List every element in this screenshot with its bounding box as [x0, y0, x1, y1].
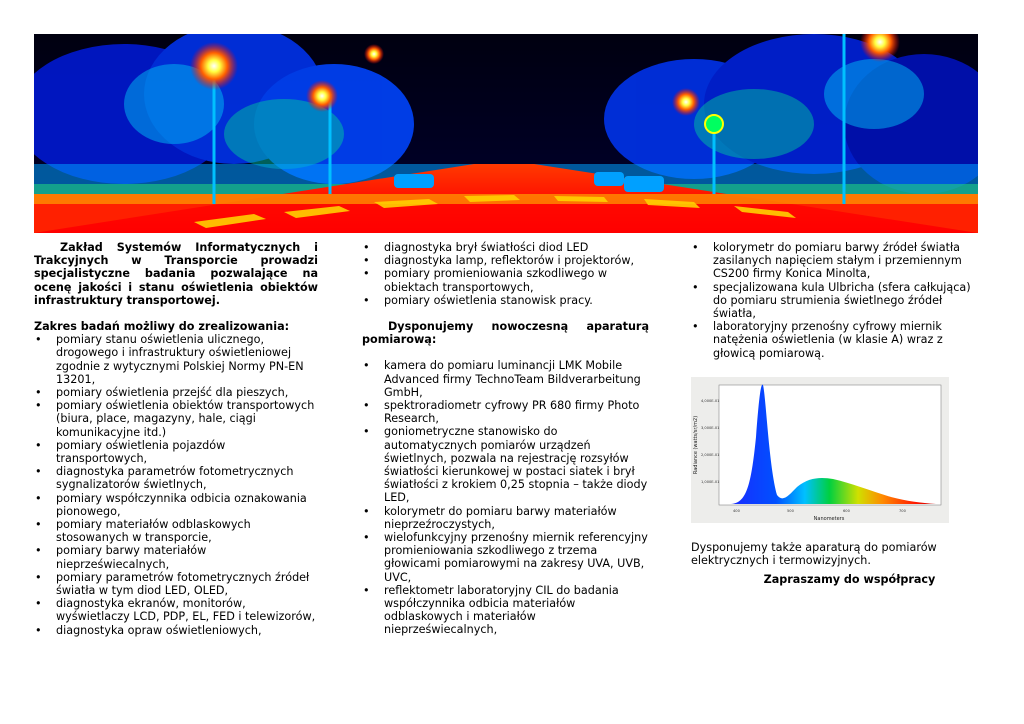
list-item: • diagnostyka parametrów fotometrycznych sygnalizatorów świetlnych, [34, 465, 318, 491]
y-tick-label: 1,000E-01 [701, 479, 720, 484]
list-item: • diagnostyka ekranów, monitorów, wyświetlaczy LCD, PDP, EL, FED i telewizorów, [34, 597, 318, 623]
list-item: • kamera do pomiaru luminancji LMK Mobile Advanced firmy TechnoTeam Bildverarbeitung GmbH, [362, 359, 649, 399]
research-scope-heading: Zakres badań możliwy do zrealizowania: [34, 320, 290, 334]
x-tick-label: 500 [787, 508, 794, 513]
list-item: • spektroradiometr cyfrowy PR 680 firmy Photo Research, [362, 399, 649, 425]
equipment-list-continued [691, 241, 978, 360]
list-item: • diagnostyka brył światłości diod LED [362, 241, 649, 254]
list-item: • wielofunkcyjny przenośny miernik referencyjny promieniowania szkodliwego z trzema głowicami pomiarowymi na zakresy UVA, UVB, UVC, [362, 531, 649, 584]
list-item: • specjalizowana kula Ulbricha (sfera całkująca) do pomiaru strumienia świetlnego źródeł światła, [691, 281, 978, 321]
invitation-text: Zapraszamy do współpracy [763, 573, 936, 587]
list-item: • pomiary promieniowania szkodliwego w obiektach transportowych, [362, 267, 649, 293]
y-tick-label: 2,000E-01 [701, 452, 720, 457]
column-1 [34, 241, 318, 637]
list-item: • pomiary oświetlenia pojazdów transportowych, [34, 439, 318, 465]
spectrum-chart-svg [691, 377, 949, 523]
equipment-heading: Dysponujemy nowoczesną aparaturą pomiarową: [362, 320, 649, 347]
list-item: • pomiary współczynnika odbicia oznakowania pionowego, [34, 492, 318, 518]
intro-paragraph: Zakład Systemów Informatycznych i Trakcyjnych w Transporcie prowadzi specjalistyczne badania pozwalające na ocenę jakości i stanu oświetlenia obiektów infrastruktury transportowej. [34, 241, 318, 307]
research-scope-list-continued [362, 241, 649, 307]
y-axis-label: Radiance (watts/sr/m2) [693, 415, 699, 474]
thermal-street-photo-icon [34, 34, 978, 233]
list-item: • pomiary stanu oświetlenia ulicznego, drogowego i infrastruktury oświetleniowej zgodnie z wytycznymi Polskiej Normy PN-EN 13201, [34, 333, 318, 386]
y-tick-label: 4,000E-01 [701, 398, 720, 403]
x-tick-label: 400 [733, 508, 740, 513]
list-item: • pomiary oświetlenia obiektów transportowych (biura, place, magazyny, hale, ciągi komunikacyjne itd.) [34, 399, 318, 439]
list-item: • pomiary oświetlenia stanowisk pracy. [362, 294, 649, 307]
x-axis-label: Nanometers [813, 515, 845, 522]
list-item: • pomiary materiałów odblaskowych stosowanych w transporcie, [34, 518, 318, 544]
research-scope-list [34, 333, 318, 637]
list-item: • diagnostyka opraw oświetleniowych, [34, 624, 318, 637]
column-2 [362, 241, 649, 637]
thermal-street-photo [34, 34, 978, 233]
column-3 [691, 241, 978, 586]
y-tick-label: 3,000E-01 [701, 425, 720, 430]
closing-paragraph: Dysponujemy także aparaturą do pomiarów elektrycznych i termowizyjnych. [691, 540, 937, 568]
list-item: • pomiary barwy materiałów nieprzeświecalnych, [34, 544, 318, 570]
list-item: • pomiary parametrów fotometrycznych źródeł światła w tym diod LED, OLED, [34, 571, 318, 597]
x-tick-label: 700 [899, 508, 906, 513]
equipment-list [362, 359, 649, 636]
list-item: • goniometryczne stanowisko do automatycznych pomiarów urządzeń świetlnych, pozwala na rejestrację rozsyłów światłości kierunkowej w postaci siatek i brył światłości z krokiem 0,25 stopnia – także diody LED, [362, 425, 649, 504]
spectrum-chart [691, 377, 949, 523]
list-item: • reflektometr laboratoryjny CIL do badania współczynnika odbicia materiałów odblaskowych i materiałów nieprzeświecalnych, [362, 584, 649, 637]
list-item: • pomiary oświetlenia przejść dla pieszych, [34, 386, 318, 399]
list-item: • kolorymetr do pomiaru barwy źródeł światła zasilanych napięciem stałym i przemiennym CS200 firmy Konica Minolta, [691, 241, 978, 281]
x-tick-label: 600 [843, 508, 850, 513]
list-item: • kolorymetr do pomiaru barwy materiałów nieprzeźroczystych, [362, 505, 649, 531]
list-item: • laboratoryjny przenośny cyfrowy miernik natężenia oświetlenia (w klasie A) wraz z głowicą pomiarową. [691, 320, 978, 360]
list-item: • diagnostyka lamp, reflektorów i projektorów, [362, 254, 649, 267]
